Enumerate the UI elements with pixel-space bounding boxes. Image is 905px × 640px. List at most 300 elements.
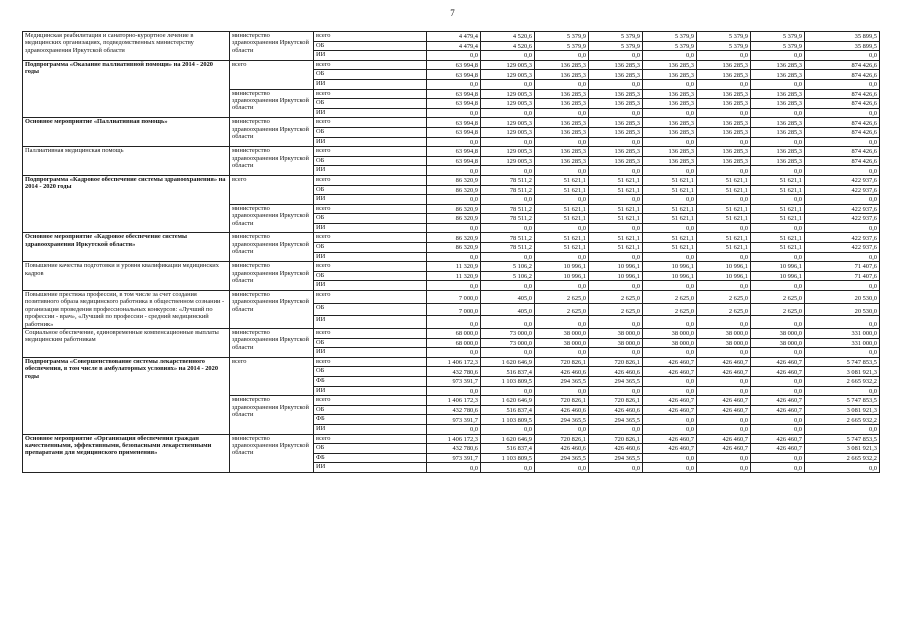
value-cell: 0,0 bbox=[427, 166, 481, 176]
value-cell: 0,0 bbox=[751, 377, 805, 387]
value-cell: 5 379,9 bbox=[535, 32, 589, 42]
value-cell: 136 285,3 bbox=[697, 127, 751, 137]
value-cell: 0,0 bbox=[697, 415, 751, 425]
value-cell: 4 479,4 bbox=[427, 41, 481, 51]
value-cell: 51 621,1 bbox=[535, 185, 589, 195]
value-cell: 0,0 bbox=[643, 108, 697, 118]
value-cell: 0,0 bbox=[751, 386, 805, 396]
value-cell: 38 000,0 bbox=[697, 329, 751, 339]
value-cell: 0,0 bbox=[427, 386, 481, 396]
funding-source-cell: всего bbox=[314, 175, 427, 185]
value-cell: 78 511,2 bbox=[481, 185, 535, 195]
value-cell: 78 511,2 bbox=[481, 243, 535, 253]
value-cell: 426 460,7 bbox=[697, 405, 751, 415]
value-cell: 2 625,0 bbox=[751, 291, 805, 304]
value-cell: 4 520,6 bbox=[481, 32, 535, 42]
value-cell: 0,0 bbox=[751, 316, 805, 329]
total-value-cell: 331 000,0 bbox=[805, 338, 880, 348]
funding-source-cell: ОБ bbox=[314, 405, 427, 415]
value-cell: 426 460,7 bbox=[697, 396, 751, 406]
value-cell: 1 620 646,9 bbox=[481, 434, 535, 444]
executor-cell: министерство здравоохранения Иркутской области bbox=[230, 434, 314, 472]
value-cell: 720 826,1 bbox=[535, 357, 589, 367]
total-value-cell: 5 747 853,5 bbox=[805, 396, 880, 406]
value-cell: 129 005,3 bbox=[481, 147, 535, 157]
value-cell: 129 005,3 bbox=[481, 89, 535, 99]
total-value-cell: 5 747 853,5 bbox=[805, 357, 880, 367]
value-cell: 0,0 bbox=[535, 79, 589, 89]
total-value-cell: 422 937,6 bbox=[805, 175, 880, 185]
value-cell: 426 460,7 bbox=[643, 444, 697, 454]
value-cell: 405,0 bbox=[481, 303, 535, 316]
value-cell: 5 379,9 bbox=[751, 41, 805, 51]
value-cell: 0,0 bbox=[643, 386, 697, 396]
value-cell: 136 285,3 bbox=[589, 70, 643, 80]
value-cell: 86 320,9 bbox=[427, 175, 481, 185]
value-cell: 63 994,8 bbox=[427, 156, 481, 166]
value-cell: 0,0 bbox=[589, 463, 643, 473]
value-cell: 0,0 bbox=[697, 166, 751, 176]
executor-cell: министерство здравоохранения Иркутской области bbox=[230, 233, 314, 262]
value-cell: 1 620 646,9 bbox=[481, 396, 535, 406]
value-cell: 63 994,8 bbox=[427, 99, 481, 109]
total-value-cell: 0,0 bbox=[805, 137, 880, 147]
value-cell: 0,0 bbox=[535, 316, 589, 329]
value-cell: 2 625,0 bbox=[535, 291, 589, 304]
value-cell: 426 460,6 bbox=[589, 367, 643, 377]
total-value-cell: 874 426,6 bbox=[805, 70, 880, 80]
value-cell: 129 005,3 bbox=[481, 156, 535, 166]
value-cell: 51 621,1 bbox=[643, 175, 697, 185]
value-cell: 0,0 bbox=[751, 137, 805, 147]
value-cell: 0,0 bbox=[697, 79, 751, 89]
value-cell: 0,0 bbox=[535, 166, 589, 176]
value-cell: 0,0 bbox=[481, 348, 535, 358]
value-cell: 0,0 bbox=[481, 281, 535, 291]
program-name-cell: Паллиативная медицинская помощь bbox=[23, 147, 230, 176]
value-cell: 136 285,3 bbox=[643, 60, 697, 70]
value-cell: 0,0 bbox=[535, 137, 589, 147]
value-cell: 0,0 bbox=[589, 195, 643, 205]
total-value-cell: 874 426,6 bbox=[805, 99, 880, 109]
value-cell: 0,0 bbox=[589, 137, 643, 147]
total-value-cell: 0,0 bbox=[805, 51, 880, 61]
total-value-cell: 874 426,6 bbox=[805, 60, 880, 70]
funding-source-cell: всего bbox=[314, 89, 427, 99]
value-cell: 720 826,1 bbox=[589, 357, 643, 367]
value-cell: 426 460,6 bbox=[535, 444, 589, 454]
program-name-cell: Подпрограмма «Оказание паллиативной помощи» на 2014 - 2020 годы bbox=[23, 60, 230, 118]
funding-source-cell: всего bbox=[314, 357, 427, 367]
value-cell: 0,0 bbox=[751, 108, 805, 118]
value-cell: 0,0 bbox=[697, 281, 751, 291]
total-value-cell: 0,0 bbox=[805, 348, 880, 358]
value-cell: 38 000,0 bbox=[643, 329, 697, 339]
funding-source-cell: ОБ bbox=[314, 243, 427, 253]
value-cell: 0,0 bbox=[481, 386, 535, 396]
value-cell: 4 520,6 bbox=[481, 41, 535, 51]
funding-source-cell: ИИ bbox=[314, 252, 427, 262]
value-cell: 63 994,8 bbox=[427, 60, 481, 70]
value-cell: 0,0 bbox=[427, 316, 481, 329]
program-name-cell: Повышение качества подготовки и уровня квалификации медицинских кадров bbox=[23, 262, 230, 291]
value-cell: 5 379,9 bbox=[589, 41, 643, 51]
value-cell: 0,0 bbox=[751, 281, 805, 291]
value-cell: 0,0 bbox=[643, 453, 697, 463]
value-cell: 0,0 bbox=[643, 137, 697, 147]
value-cell: 294 365,5 bbox=[535, 453, 589, 463]
value-cell: 10 996,1 bbox=[751, 271, 805, 281]
value-cell: 136 285,3 bbox=[643, 89, 697, 99]
program-name-cell: Основное мероприятие «Паллиативная помощь» bbox=[23, 118, 230, 147]
value-cell: 63 994,8 bbox=[427, 89, 481, 99]
total-value-cell: 874 426,6 bbox=[805, 156, 880, 166]
value-cell: 68 000,0 bbox=[427, 329, 481, 339]
value-cell: 136 285,3 bbox=[697, 89, 751, 99]
value-cell: 136 285,3 bbox=[697, 118, 751, 128]
value-cell: 51 621,1 bbox=[751, 243, 805, 253]
total-value-cell: 331 000,0 bbox=[805, 329, 880, 339]
total-value-cell: 422 937,6 bbox=[805, 214, 880, 224]
value-cell: 0,0 bbox=[697, 51, 751, 61]
budget-table bbox=[22, 31, 880, 473]
value-cell: 0,0 bbox=[643, 252, 697, 262]
value-cell: 0,0 bbox=[481, 137, 535, 147]
value-cell: 136 285,3 bbox=[751, 60, 805, 70]
value-cell: 0,0 bbox=[697, 195, 751, 205]
value-cell: 0,0 bbox=[481, 463, 535, 473]
program-name-cell: Подпрограмма «Кадровое обеспечение системы здравоохранения» на 2014 - 2020 годы bbox=[23, 175, 230, 233]
value-cell: 136 285,3 bbox=[697, 147, 751, 157]
value-cell: 78 511,2 bbox=[481, 233, 535, 243]
value-cell: 51 621,1 bbox=[697, 204, 751, 214]
value-cell: 0,0 bbox=[481, 166, 535, 176]
value-cell: 136 285,3 bbox=[643, 70, 697, 80]
table-row bbox=[23, 262, 880, 272]
funding-source-cell: всего bbox=[314, 329, 427, 339]
program-name-cell: Социальное обеспечение, единовременные компенсационные выплаты медицинским работникам bbox=[23, 329, 230, 358]
value-cell: 426 460,6 bbox=[589, 405, 643, 415]
value-cell: 1 103 809,5 bbox=[481, 453, 535, 463]
value-cell: 0,0 bbox=[643, 281, 697, 291]
total-value-cell: 35 899,5 bbox=[805, 41, 880, 51]
executor-cell: министерство здравоохранения Иркутской области bbox=[230, 204, 314, 233]
value-cell: 426 460,7 bbox=[751, 434, 805, 444]
total-value-cell: 422 937,6 bbox=[805, 204, 880, 214]
funding-source-cell: всего bbox=[314, 204, 427, 214]
value-cell: 11 320,9 bbox=[427, 262, 481, 272]
executor-cell: министерство здравоохранения Иркутской области bbox=[230, 291, 314, 329]
value-cell: 0,0 bbox=[643, 348, 697, 358]
value-cell: 426 460,7 bbox=[643, 367, 697, 377]
value-cell: 2 625,0 bbox=[535, 303, 589, 316]
value-cell: 5 379,9 bbox=[751, 32, 805, 42]
value-cell: 51 621,1 bbox=[643, 204, 697, 214]
executor-cell: всего bbox=[230, 357, 314, 395]
value-cell: 294 365,5 bbox=[589, 453, 643, 463]
total-value-cell: 0,0 bbox=[805, 166, 880, 176]
funding-source-cell: всего bbox=[314, 434, 427, 444]
value-cell: 0,0 bbox=[697, 463, 751, 473]
funding-source-cell: ОБ bbox=[314, 185, 427, 195]
executor-cell: министерство здравоохранения Иркутской области bbox=[230, 89, 314, 118]
value-cell: 426 460,7 bbox=[751, 367, 805, 377]
value-cell: 0,0 bbox=[589, 425, 643, 435]
value-cell: 136 285,3 bbox=[697, 70, 751, 80]
value-cell: 432 780,6 bbox=[427, 444, 481, 454]
value-cell: 516 837,4 bbox=[481, 367, 535, 377]
value-cell: 86 320,9 bbox=[427, 214, 481, 224]
value-cell: 0,0 bbox=[535, 463, 589, 473]
value-cell: 51 621,1 bbox=[535, 243, 589, 253]
total-value-cell: 20 530,0 bbox=[805, 291, 880, 304]
total-value-cell: 0,0 bbox=[805, 79, 880, 89]
total-value-cell: 874 426,6 bbox=[805, 118, 880, 128]
value-cell: 38 000,0 bbox=[751, 329, 805, 339]
funding-source-cell: ИИ bbox=[314, 166, 427, 176]
funding-source-cell: всего bbox=[314, 118, 427, 128]
funding-source-cell: ИИ bbox=[314, 386, 427, 396]
value-cell: 0,0 bbox=[697, 377, 751, 387]
value-cell: 4 479,4 bbox=[427, 32, 481, 42]
value-cell: 0,0 bbox=[427, 195, 481, 205]
value-cell: 426 460,7 bbox=[697, 434, 751, 444]
total-value-cell: 422 937,6 bbox=[805, 243, 880, 253]
value-cell: 0,0 bbox=[751, 453, 805, 463]
value-cell: 38 000,0 bbox=[535, 338, 589, 348]
funding-source-cell: ИИ bbox=[314, 51, 427, 61]
value-cell: 0,0 bbox=[589, 348, 643, 358]
value-cell: 0,0 bbox=[643, 377, 697, 387]
value-cell: 5 379,9 bbox=[643, 41, 697, 51]
executor-cell: министерство здравоохранения Иркутской области bbox=[230, 32, 314, 61]
value-cell: 2 625,0 bbox=[697, 303, 751, 316]
value-cell: 0,0 bbox=[481, 51, 535, 61]
value-cell: 51 621,1 bbox=[697, 214, 751, 224]
total-value-cell: 35 899,5 bbox=[805, 32, 880, 42]
value-cell: 129 005,3 bbox=[481, 118, 535, 128]
value-cell: 0,0 bbox=[589, 252, 643, 262]
funding-source-cell: ОБ bbox=[314, 99, 427, 109]
value-cell: 136 285,3 bbox=[535, 156, 589, 166]
value-cell: 0,0 bbox=[751, 223, 805, 233]
table-row bbox=[23, 233, 880, 243]
value-cell: 51 621,1 bbox=[535, 204, 589, 214]
value-cell: 426 460,7 bbox=[751, 444, 805, 454]
value-cell: 136 285,3 bbox=[535, 99, 589, 109]
value-cell: 136 285,3 bbox=[697, 60, 751, 70]
total-value-cell: 422 937,6 bbox=[805, 185, 880, 195]
value-cell: 136 285,3 bbox=[643, 118, 697, 128]
table-row bbox=[23, 291, 880, 304]
funding-source-cell: ИИ bbox=[314, 463, 427, 473]
value-cell: 73 000,0 bbox=[481, 338, 535, 348]
value-cell: 0,0 bbox=[589, 51, 643, 61]
value-cell: 0,0 bbox=[643, 223, 697, 233]
value-cell: 51 621,1 bbox=[751, 185, 805, 195]
value-cell: 426 460,7 bbox=[697, 444, 751, 454]
funding-source-cell: ИИ bbox=[314, 348, 427, 358]
value-cell: 0,0 bbox=[697, 108, 751, 118]
value-cell: 51 621,1 bbox=[751, 204, 805, 214]
value-cell: 51 621,1 bbox=[535, 175, 589, 185]
value-cell: 51 621,1 bbox=[589, 214, 643, 224]
value-cell: 0,0 bbox=[535, 223, 589, 233]
total-value-cell: 2 665 932,2 bbox=[805, 415, 880, 425]
value-cell: 0,0 bbox=[643, 463, 697, 473]
value-cell: 5 379,9 bbox=[589, 32, 643, 42]
value-cell: 294 365,5 bbox=[535, 415, 589, 425]
value-cell: 0,0 bbox=[697, 386, 751, 396]
table-row bbox=[23, 357, 880, 367]
value-cell: 10 996,1 bbox=[535, 271, 589, 281]
value-cell: 426 460,7 bbox=[751, 405, 805, 415]
total-value-cell: 71 407,6 bbox=[805, 262, 880, 272]
executor-cell: всего bbox=[230, 60, 314, 89]
value-cell: 136 285,3 bbox=[589, 156, 643, 166]
value-cell: 51 621,1 bbox=[751, 214, 805, 224]
value-cell: 51 621,1 bbox=[697, 185, 751, 195]
value-cell: 0,0 bbox=[589, 386, 643, 396]
value-cell: 0,0 bbox=[589, 281, 643, 291]
program-name-cell: Основное мероприятие «Кадровое обеспечение системы здравоохранения Иркутской области» bbox=[23, 233, 230, 262]
executor-cell: министерство здравоохранения Иркутской области bbox=[230, 147, 314, 176]
value-cell: 973 391,7 bbox=[427, 453, 481, 463]
value-cell: 0,0 bbox=[589, 316, 643, 329]
value-cell: 0,0 bbox=[697, 252, 751, 262]
funding-source-cell: всего bbox=[314, 60, 427, 70]
total-value-cell: 20 530,0 bbox=[805, 303, 880, 316]
value-cell: 129 005,3 bbox=[481, 60, 535, 70]
total-value-cell: 5 747 853,5 bbox=[805, 434, 880, 444]
executor-cell: министерство здравоохранения Иркутской области bbox=[230, 118, 314, 147]
value-cell: 294 365,5 bbox=[589, 377, 643, 387]
value-cell: 0,0 bbox=[643, 51, 697, 61]
value-cell: 136 285,3 bbox=[643, 99, 697, 109]
value-cell: 38 000,0 bbox=[697, 338, 751, 348]
value-cell: 73 000,0 bbox=[481, 329, 535, 339]
value-cell: 51 621,1 bbox=[589, 233, 643, 243]
value-cell: 516 837,4 bbox=[481, 444, 535, 454]
value-cell: 86 320,9 bbox=[427, 185, 481, 195]
total-value-cell: 71 407,6 bbox=[805, 271, 880, 281]
value-cell: 0,0 bbox=[535, 195, 589, 205]
value-cell: 0,0 bbox=[697, 137, 751, 147]
value-cell: 136 285,3 bbox=[535, 60, 589, 70]
value-cell: 63 994,8 bbox=[427, 118, 481, 128]
value-cell: 1 103 809,5 bbox=[481, 377, 535, 387]
value-cell: 0,0 bbox=[535, 281, 589, 291]
value-cell: 38 000,0 bbox=[535, 329, 589, 339]
value-cell: 136 285,3 bbox=[535, 147, 589, 157]
value-cell: 0,0 bbox=[751, 252, 805, 262]
value-cell: 426 460,7 bbox=[697, 357, 751, 367]
value-cell: 1 406 172,3 bbox=[427, 434, 481, 444]
total-value-cell: 3 081 921,3 bbox=[805, 367, 880, 377]
value-cell: 68 000,0 bbox=[427, 338, 481, 348]
value-cell: 0,0 bbox=[481, 79, 535, 89]
value-cell: 136 285,3 bbox=[643, 156, 697, 166]
value-cell: 136 285,3 bbox=[751, 147, 805, 157]
table-row bbox=[23, 329, 880, 339]
value-cell: 7 000,0 bbox=[427, 291, 481, 304]
value-cell: 10 996,1 bbox=[751, 262, 805, 272]
value-cell: 0,0 bbox=[427, 79, 481, 89]
funding-source-cell: ОБ bbox=[314, 156, 427, 166]
table-row bbox=[23, 434, 880, 444]
value-cell: 129 005,3 bbox=[481, 99, 535, 109]
funding-source-cell: ОБ bbox=[314, 303, 427, 316]
value-cell: 7 000,0 bbox=[427, 303, 481, 316]
value-cell: 136 285,3 bbox=[697, 99, 751, 109]
value-cell: 426 460,7 bbox=[643, 434, 697, 444]
value-cell: 5 379,9 bbox=[697, 32, 751, 42]
value-cell: 86 320,9 bbox=[427, 204, 481, 214]
value-cell: 78 511,2 bbox=[481, 204, 535, 214]
value-cell: 0,0 bbox=[589, 79, 643, 89]
value-cell: 0,0 bbox=[643, 425, 697, 435]
value-cell: 0,0 bbox=[697, 348, 751, 358]
value-cell: 426 460,6 bbox=[535, 405, 589, 415]
total-value-cell: 0,0 bbox=[805, 252, 880, 262]
value-cell: 129 005,3 bbox=[481, 70, 535, 80]
funding-source-cell: ИИ bbox=[314, 195, 427, 205]
value-cell: 294 365,5 bbox=[535, 377, 589, 387]
program-name-cell: Повышение престижа профессии, в том числе за счет создания позитивного образа медицинского работника в общественном сознании - организация проведения профессиональных конкурсов: «Лучший по профессии - врач», «Лучший по профессии - средний медицинский работник» bbox=[23, 291, 230, 329]
value-cell: 0,0 bbox=[481, 316, 535, 329]
total-value-cell: 874 426,6 bbox=[805, 89, 880, 99]
value-cell: 136 285,3 bbox=[535, 70, 589, 80]
value-cell: 38 000,0 bbox=[589, 329, 643, 339]
value-cell: 51 621,1 bbox=[643, 185, 697, 195]
value-cell: 5 379,9 bbox=[697, 41, 751, 51]
value-cell: 426 460,6 bbox=[589, 444, 643, 454]
value-cell: 973 391,7 bbox=[427, 377, 481, 387]
value-cell: 0,0 bbox=[751, 425, 805, 435]
funding-source-cell: ОБ bbox=[314, 41, 427, 51]
value-cell: 136 285,3 bbox=[589, 147, 643, 157]
funding-source-cell: всего bbox=[314, 262, 427, 272]
value-cell: 51 621,1 bbox=[535, 214, 589, 224]
value-cell: 2 625,0 bbox=[643, 303, 697, 316]
value-cell: 38 000,0 bbox=[751, 338, 805, 348]
funding-source-cell: ИИ bbox=[314, 425, 427, 435]
value-cell: 973 391,7 bbox=[427, 415, 481, 425]
funding-source-cell: всего bbox=[314, 396, 427, 406]
value-cell: 720 826,1 bbox=[535, 434, 589, 444]
page-number: 7 bbox=[450, 8, 455, 18]
funding-source-cell: ОБ bbox=[314, 444, 427, 454]
value-cell: 51 621,1 bbox=[751, 233, 805, 243]
value-cell: 63 994,8 bbox=[427, 70, 481, 80]
program-name-cell: Медицинская реабилитация и санаторно-курортное лечение в медицинских организациях, подведомственных министерству здравоохранения Иркутской области bbox=[23, 32, 230, 61]
value-cell: 0,0 bbox=[427, 108, 481, 118]
value-cell: 10 996,1 bbox=[643, 262, 697, 272]
value-cell: 0,0 bbox=[535, 386, 589, 396]
value-cell: 0,0 bbox=[751, 195, 805, 205]
value-cell: 0,0 bbox=[751, 166, 805, 176]
funding-source-cell: ФБ bbox=[314, 453, 427, 463]
value-cell: 10 996,1 bbox=[535, 262, 589, 272]
value-cell: 0,0 bbox=[481, 195, 535, 205]
value-cell: 136 285,3 bbox=[535, 127, 589, 137]
value-cell: 51 621,1 bbox=[589, 175, 643, 185]
value-cell: 2 625,0 bbox=[643, 291, 697, 304]
value-cell: 136 285,3 bbox=[643, 127, 697, 137]
funding-source-cell: всего bbox=[314, 291, 427, 304]
executor-cell: всего bbox=[230, 175, 314, 204]
value-cell: 51 621,1 bbox=[643, 233, 697, 243]
